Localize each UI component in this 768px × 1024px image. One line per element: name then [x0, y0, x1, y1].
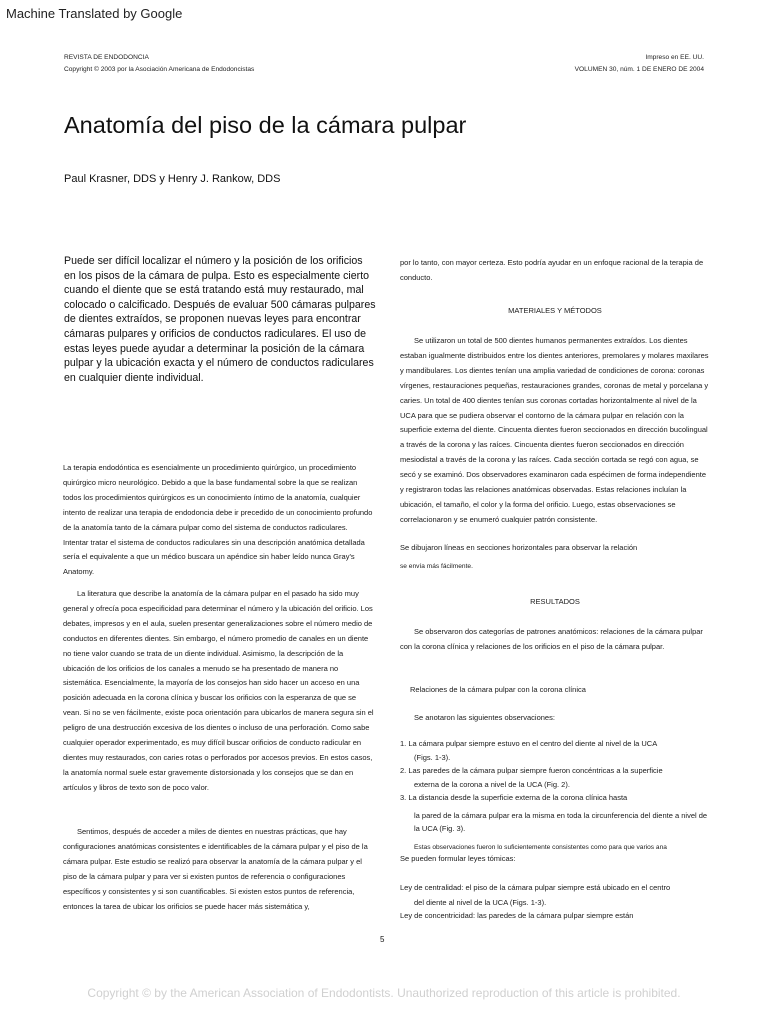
article-authors: Paul Krasner, DDS y Henry J. Rankow, DDS [64, 173, 281, 185]
law-concentricity-line: Ley de concentricidad: las paredes de la cámara pulpar siempre están [400, 910, 634, 920]
methods-heading: MATERIALES Y MÉTODOS [508, 306, 602, 315]
list-item: 2. Las paredes de la cámara pulpar siempre fueron concéntricas a la superficie [400, 765, 663, 775]
observations-note-2: Se pueden formular leyes tómicas: [400, 854, 516, 863]
law-centrality-line-1: Ley de centralidad: el piso de la cámara pulpar siempre está ubicado en el centro [400, 883, 671, 892]
volume-line: VOLUMEN 30, núm. 1 DE ENERO DE 2004 [574, 66, 704, 73]
copyright-footer: Copyright © by the American Association of Endodontists. Unauthorized reproduction of this article is prohibited. [87, 986, 681, 1000]
intro-paragraph-3: Sentimos, después de acceder a miles de dientes en nuestras prácticas, que hay configuraciones anatómicas consistentes e identificables de la cámara pulpar y el piso de la cámara pulpar. Este estudio se realizó para observar la anatomía de la cámara pulpar y el piso de la cámara pulpar y para ver si existen puntos de referencia o configuraciones específicos y consistentes y si son cuantificables. Si existen estos puntos de referencia, entonces la tarea de ubicar los orificios se puede hacer más sistemática y, [63, 827, 368, 911]
list-item: 1. La cámara pulpar siempre estuvo en el centro del diente al nivel de la UCA [400, 739, 658, 748]
continued-paragraph: por lo tanto, con mayor certeza. Esto podría ayudar en un enfoque racional de la terapia de conducto. [400, 258, 704, 282]
list-item: (Figs. 1-3). [414, 752, 451, 762]
law-centrality [400, 881, 710, 924]
journal-header-left [64, 52, 254, 76]
page-number: 5 [380, 935, 385, 944]
copyright-line: Copyright © 2003 por la Asociación Americana de Endodoncistas [64, 66, 255, 73]
results-paragraph: Se observaron dos categorías de patrones anatómicos: relaciones de la cámara pulpar con la corona clínica y relaciones de los orificios en el piso de la cámara pulpar. [400, 627, 703, 651]
intro-paragraph-2: La literatura que describe la anatomía de la cámara pulpar en el pasado ha sido muy general y ofrecía poca especificidad para determinar el número y la ubicación del orificio. Los debates, impresos y en el aula, suelen presentar generalizaciones sobre el número medio de conductos en diferentes dientes. Sin embargo, el número promedio de canales en un diente no tiene valor cuando se trata de un diente individual. Asimismo, la descripción de la ubicación de los orificios de los canales a menudo se ha presentado de manera no sistemática. Esencialmente, la mayoría de los consejos han sido hacer un acceso en una posición adecuada en la corona clínica y buscar los orificios con la esperanza de que se vean. Si no se ven fácilmente, existe poca orientación para ubicarlos de manera segura sin el peligro de una destrucción excesiva de los dientes o incluso de una perforación. Como sabe cualquier operador experimentado, es muy difícil buscar orificios de conducto radicular en dientes muy restaurados, con caries rotas o perforados por accesos previos. En estos casos, la anatomía normal suele estar gravemente distorsionada y los consejos que se dan en artículos y libros de texto son de poco valor. [63, 589, 374, 792]
translation-banner: Machine Translated by Google [6, 6, 183, 21]
list-item: la pared de la cámara pulpar era la misma en toda la circunferencia del diente a nivel de la UCA (Fig. 3). [414, 810, 708, 833]
article-title: Anatomía del piso de la cámara pulpar [64, 112, 467, 138]
list-item: externa de la corona a nivel de la UCA (Fig. 2). [414, 779, 570, 789]
observations-intro: Se anotaron las siguientes observaciones: [414, 713, 555, 722]
observations-list [400, 737, 710, 835]
journal-name: REVISTA DE ENDODONCIA [64, 54, 149, 61]
results-heading: RESULTADOS [530, 597, 580, 606]
results-subheading: Relaciones de la cámara pulpar con la corona clínica [410, 685, 586, 694]
intro-paragraph-1: La terapia endodóntica es esencialmente un procedimiento quirúrgico, un procedimiento quirúrgico micro neurológico. Debido a que la base fundamental sobre la que se realizan todos los procedimientos quirúrgicos es un conocimiento íntimo de la anatomía, cualquier intento de realizar una terapia de endodoncia debe ir precedido de un conocimiento profundo de la anatomía tanto de la cámara pulpar como del sistema de conductos radiculares. Intentar tratar el sistema de conductos radiculares sin una descripción anatómica detallada sería el equivalente a que un médico buscara un apéndice sin haber leído nunca Gray's Anatomy. [63, 463, 373, 577]
methods-paragraph: Se utilizaron un total de 500 dientes humanos permanentes extraídos. Los dientes estaban igualmente distribuidos entre los dientes anteriores, premolares y molares maxilares y mandibulares. Los dientes tenían una amplia variedad de condiciones de corona: coronas vírgenes, restauraciones pequeñas, restauraciones grandes, coronas de metal y porcelana y caries. Un total de 400 dientes tenían sus coronas cortadas horizontalmente al nivel de la UCA para que se pudiera observar el contorno de la cámara pulpar en relación con la superficie externa del diente. Cincuenta dientes fueron seccionados en dirección bucolingual a través de la corona y las raíces. Cincuenta dientes fueron seccionados en dirección mesiodistal a través de la corona y las raíces. Cada sección cortada se regó con agua, se secó y se examinó. Dos observadores examinaron cada espécimen de forma independiente y registraron todas las relaciones anatómicas observadas. Estas relaciones incluían la ubicación, el tamaño, el color y la forma del orificio. Luego, estas observaciones se correlacionaron y se enumeró cualquier patrón consistente. [400, 336, 709, 524]
methods-line-c: se envía más fácilmente. [400, 563, 473, 570]
methods-line-b: Se dibujaron líneas en secciones horizontales para observar la relación [400, 543, 638, 552]
printed-in: Impreso en EE. UU. [645, 54, 704, 61]
observations-note: Estas observaciones fueron lo suficientemente consistentes como para que varios ana [414, 844, 667, 851]
abstract: Puede ser difícil localizar el número y la posición de los orificios en los pisos de la cámara de pulpa. Esto es especialmente cierto cuando el diente que se está tratando está muy restaurado, mal colocado o calcificado. Después de evaluar 500 cámaras pulpares de dientes extraídos, se proponen nuevas leyes para encontrar cámaras pulpares y orificios de conductos radiculares. El uso de estas leyes puede ayudar a determinar la posición de la cámara pulpar y la ubicación exacta y el número de conductos radiculares en cualquier diente individual. [64, 255, 376, 384]
list-item: 3. La distancia desde la superficie externa de la corona clínica hasta [400, 792, 628, 802]
journal-header-right [575, 52, 704, 76]
law-centrality-line-2: del diente al nivel de la UCA (Figs. 1-3). [414, 897, 547, 907]
